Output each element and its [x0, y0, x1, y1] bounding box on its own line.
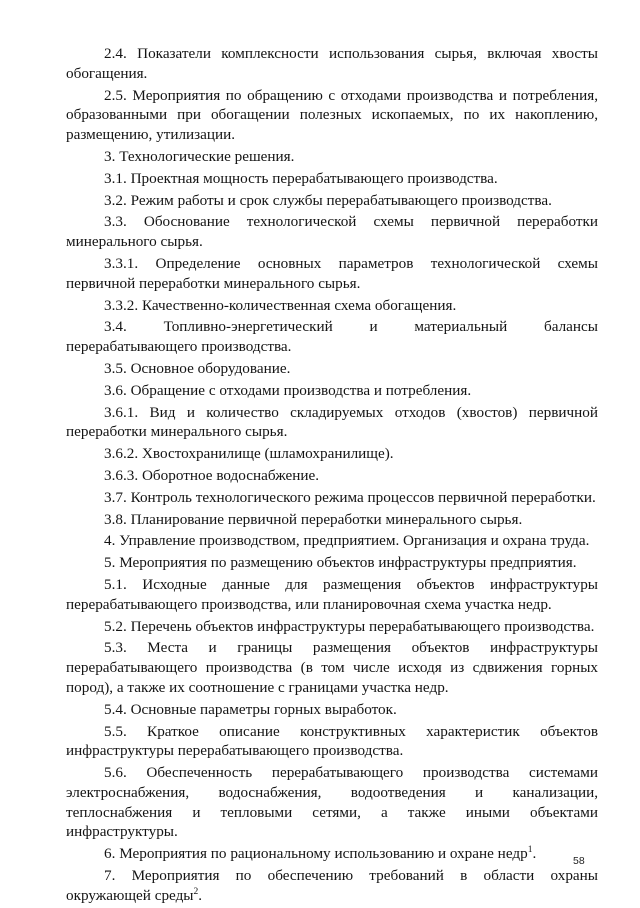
- paragraph: [66, 212, 598, 252]
- page-number: 58: [573, 855, 585, 867]
- footnote-marker: 1: [527, 845, 533, 856]
- paragraph: [66, 866, 598, 906]
- paragraph: [66, 722, 598, 762]
- paragraph-text: 3. Технологические решения.: [104, 147, 295, 165]
- paragraph-text: 5.2. Перечень объектов инфраструктуры перерабатывающего производства.: [104, 617, 595, 635]
- paragraph-text: 4. Управление производством, предприятием. Организация и охрана труда.: [104, 532, 590, 550]
- paragraph: [66, 296, 598, 316]
- paragraph: [66, 638, 598, 697]
- paragraph-text: 2.4. Показатели комплексности использования сырья, включая хвосты обогащения.: [66, 45, 598, 82]
- paragraph: [66, 531, 598, 551]
- paragraph: [66, 254, 598, 294]
- paragraph-text: 6. Мероприятия по рациональному использованию и охране недр: [104, 845, 528, 863]
- paragraph-text: 3.1. Проектная мощность перерабатывающего производства.: [104, 169, 498, 187]
- paragraph-text: 3.6. Обращение с отходами производства и потребления.: [104, 381, 472, 399]
- paragraph-text: 5. Мероприятия по размещению объектов инфраструктуры предприятия.: [104, 554, 577, 572]
- footnote-marker: 2: [193, 886, 199, 897]
- paragraph-text: 3.2. Режим работы и срок службы перерабатывающего производства.: [104, 191, 552, 209]
- paragraph: [66, 466, 598, 486]
- paragraph-text: 7. Мероприятия по обеспечению требований в области охраны окружающей среды: [66, 867, 598, 904]
- paragraph: [66, 191, 598, 211]
- paragraph: [66, 510, 598, 530]
- paragraph: [66, 617, 598, 637]
- paragraph-text: 5.1. Исходные данные для размещения объектов инфраструктуры перерабатывающего производства, или планировочная схема участка недр.: [66, 575, 598, 613]
- paragraph-text: 5.5. Краткое описание конструктивных характеристик объектов инфраструктуры перерабатывающего производства.: [66, 722, 598, 760]
- paragraph: [66, 359, 598, 379]
- paragraph-text: 2.5. Мероприятия по обращению с отходами производства и потребления, образованными при обогащении полезных ископаемых, по их накоплению, размещению, утилизации.: [66, 86, 598, 144]
- paragraph: [66, 575, 598, 615]
- paragraph-text: 5.6. Обеспеченность перерабатывающего производства системами электроснабжения, водоснабжения, водоотведения и канализации, теплоснабжения и тепловыми сетями, а также иными объектами инфраструктуры.: [66, 764, 598, 841]
- paragraph: [66, 444, 598, 464]
- paragraph: [66, 700, 598, 720]
- paragraph: [66, 169, 598, 189]
- paragraph-text: 3.5. Основное оборудование.: [104, 359, 291, 377]
- paragraph-text: 5.3. Места и границы размещения объектов инфраструктуры перерабатывающего производства (в том числе исходя из сдвижения горных пород), а также их соотношение с границами участка недр.: [66, 639, 598, 696]
- paragraph: [66, 317, 598, 357]
- paragraph-text: 3.8. Планирование первичной переработки минерального сырья.: [104, 510, 523, 528]
- paragraph: [66, 147, 598, 167]
- paragraph-text: 3.6.3. Оборотное водоснабжение.: [104, 466, 320, 484]
- paragraph: [66, 763, 598, 842]
- paragraph: [66, 488, 598, 508]
- paragraph: [66, 844, 598, 864]
- paragraph-tail: .: [198, 886, 203, 904]
- paragraph: [66, 86, 598, 145]
- paragraph-text: 5.4. Основные параметры горных выработок.: [104, 700, 397, 718]
- paragraph-text: 3.4. Топливно-энергетический и материальный балансы перерабатывающего производства.: [66, 318, 598, 356]
- paragraph-text: 3.3. Обоснование технологической схемы первичной переработки минерального сырья.: [66, 213, 598, 251]
- paragraph: [66, 403, 598, 443]
- paragraph: [66, 381, 598, 401]
- paragraph: [66, 553, 598, 573]
- paragraph-tail: .: [532, 845, 537, 863]
- paragraph-text: 3.6.2. Хвостохранилище (шламохранилище).: [104, 445, 394, 463]
- paragraph-text: 3.6.1. Вид и количество складируемых отходов (хвостов) первичной переработки минерального сырья.: [66, 403, 598, 441]
- paragraph-text: 3.3.2. Качественно-количественная схема обогащения.: [104, 296, 457, 314]
- paragraph: [66, 44, 598, 84]
- document-body: [66, 44, 598, 908]
- paragraph-text: 3.3.1. Определение основных параметров технологической схемы первичной переработки минерального сырья.: [66, 254, 598, 292]
- paragraph-text: 3.7. Контроль технологического режима процессов первичной переработки.: [104, 488, 596, 506]
